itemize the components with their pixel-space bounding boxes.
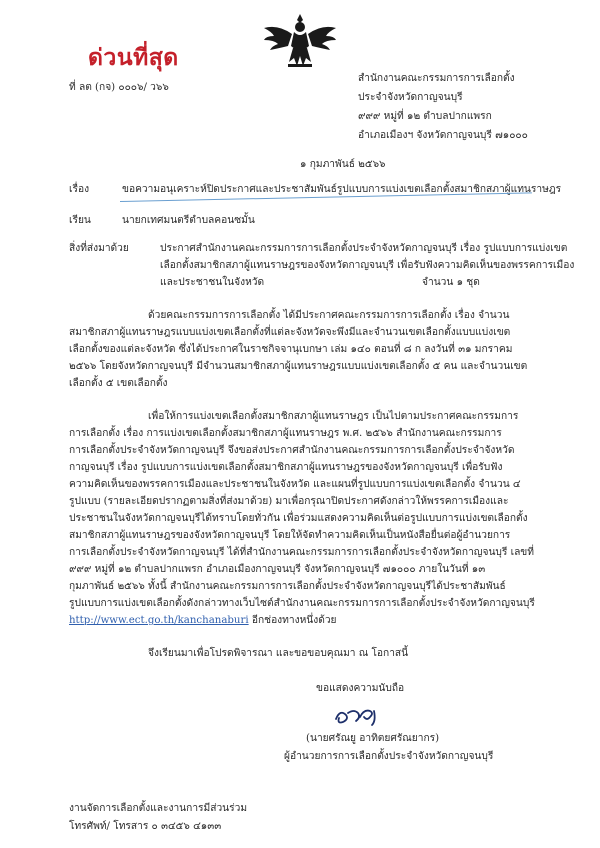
body-paragraph-2-line: การเลือกตั้ง เรื่อง การแบ่งเขตเลือกตั้งสมาชิกสภาผู้แทนราษฎร พ.ศ. ๒๕๖๖ สำนักงานคณะกรรมการ (69, 428, 502, 439)
letter-date: ๑ กุมภาพันธ์ ๒๕๖๖ (300, 159, 386, 170)
body-paragraph-2-line: เพื่อให้การแบ่งเขตเลือกตั้งสมาชิกสภาผู้แทนราษฎร เป็นไปตามประกาศคณะกรรมการ (148, 411, 519, 422)
urgency-stamp: ด่วนที่สุด (88, 45, 179, 71)
subject-text: ขอความอนุเคราะห์ปิดประกาศและประชาสัมพันธ์รูปแบบการแบ่งเขตเลือกตั้งสมาชิกสภาผู้แทนราษฎร (122, 184, 562, 195)
body-paragraph-2-line: สมาชิกสภาผู้แทนราษฎรของจังหวัดกาญจนบุรี โดยให้จัดทำความคิดเห็นเป็นหนังสือยื่นต่อผู้อำนวยการ (69, 530, 511, 541)
body-paragraph-2-line: ๙๙๙ หมู่ที่ ๑๒ ตำบลปากแพรก อำเภอเมืองกาญจนบุรี จังหวัดกาญจนบุรี ๗๑๐๐๐ ภายในวันที่ ๑๓ (69, 564, 486, 575)
addressee-text: นายกเทศมนตรีตำบลคอนซมั้น (122, 215, 255, 226)
website-line (69, 612, 337, 629)
attachment-line: และประชาชนในจังหวัด (160, 277, 265, 288)
body-paragraph-2-line: กาญจนบุรี เรื่อง รูปแบบการแบ่งเขตเลือกตั้งสมาชิกสภาผู้แทนราษฎรของจังหวัดกาญจนบุรี เพื่อรับฟัง (69, 462, 503, 473)
body-paragraph-1-line: เลือกตั้ง ๕ เขตเลือกตั้ง (69, 378, 168, 389)
website-suffix: อีกช่องทางหนึ่งด้วย (248, 615, 337, 626)
sender-line: ประจำจังหวัดกาญจนบุรี (358, 92, 463, 103)
garuda-emblem-icon (262, 12, 338, 70)
sender-address (358, 70, 528, 146)
signatory-name: (นายศรัณยู อาทิตยศรัณยากร) (306, 733, 440, 744)
body-paragraph-2-line: รูปแบบการแบ่งเขตเลือกตั้งดังกล่าวทางเว็บไซต์สำนักงานคณะกรรมการการเลือกตั้งประจำจังหวัดกาญจนบุรี (69, 598, 535, 609)
body-paragraph-2-line: รูปแบบ (รายละเอียดปรากฏตามสิ่งที่ส่งมาด้วย) มาเพื่อกรุณาปิดประกาศดังกล่าวให้พรรคการเมืองและ (69, 496, 509, 507)
website-link[interactable]: http://www.ect.go.th/kanchanaburi (69, 615, 249, 626)
attachment-label: สิ่งที่ส่งมาด้วย (69, 243, 129, 254)
attachment-line: เลือกตั้งสมาชิกสภาผู้แทนราษฎรของจังหวัดกาญจนบุรี เพื่อรับฟังความคิดเห็นของพรรคการเมือง (160, 260, 575, 271)
body-paragraph-1-line: ๒๕๖๖ โดยจังหวัดกาญจนบุรี มีจำนวนสมาชิกสภาผู้แทนราษฎรแบบแบ่งเขตเลือกตั้ง ๕ คน และจำนวนเขต (69, 361, 528, 372)
document-number: ที่ ลต (กจ) ๐๐๐๖/ ว๖๖ (69, 82, 169, 93)
footer-department: งานจัดการเลือกตั้งและงานการมีส่วนร่วม (69, 803, 248, 814)
body-paragraph-1-line: สมาชิกสภาผู้แทนราษฎรแบบแบ่งเขตเลือกตั้งที่แต่ละจังหวัดจะพึงมีและจำนวนเขตเลือกตั้งแบบแบ่งเขต (69, 327, 511, 338)
body-paragraph-2-line: การเลือกตั้งประจำจังหวัดกาญจนบุรี จึงขอส่งประกาศสำนักงานคณะกรรมการการเลือกตั้งประจำจังหวัด (69, 445, 515, 456)
closing-salutation: ขอแสดงความนับถือ (316, 683, 405, 694)
closing-request: จึงเรียนมาเพื่อโปรดพิจารณา และขอขอบคุณมา ณ โอกาสนี้ (148, 648, 409, 659)
sender-line: ๙๙๙ หมู่ที่ ๑๒ ตำบลปากแพรก (358, 111, 492, 122)
body-paragraph-2-line: ความคิดเห็นของพรรคการเมืองและประชาชนในจังหวัด และแผนที่รูปแบบการแบ่งเขตเลือกตั้ง จำนวน ๔ (69, 479, 521, 490)
attachment-line: ประกาศสำนักงานคณะกรรมการการเลือกตั้งประจำจังหวัดกาญจนบุรี เรื่อง รูปแบบการแบ่งเขต (160, 243, 568, 254)
signatory-position: ผู้อำนวยการการเลือกตั้งประจำจังหวัดกาญจนบุรี (284, 751, 494, 762)
sender-line: อำเภอเมืองฯ จังหวัดกาญจนบุรี ๗๑๐๐๐ (358, 130, 528, 141)
footer-phone: โทรศัพท์/ โทรสาร ๐ ๓๔๕๖ ๔๑๓๓ (69, 821, 222, 832)
body-paragraph-2-line: การเลือกตั้งประจำจังหวัดกาญจนบุรี ได้ที่สำนักงานคณะกรรมการการเลือกตั้งประจำจังหวัดกาญจนบุรี เลขที่ (69, 547, 534, 558)
subject-label: เรื่อง (69, 184, 90, 195)
body-paragraph-2-line: ประชาชนในจังหวัดกาญจนบุรีได้ทราบโดยทั่วกัน เพื่อร่วมแสดงความคิดเห็นต่อรูปแบบการแบ่งเขตเลือกตั้ง (69, 513, 528, 524)
body-paragraph-1-line: ด้วยคณะกรรมการการเลือกตั้ง ได้มีประกาศคณะกรรมการการเลือกตั้ง เรื่อง จำนวน (148, 310, 510, 321)
addressee-label: เรียน (69, 215, 91, 226)
body-paragraph-1-line: เลือกตั้งของแต่ละจังหวัด ซึ่งได้ประกาศในราชกิจจานุเบกษา เล่ม ๑๔๐ ตอนที่ ๘ ก ลงวันที่ ๓๑ มกราคม (69, 344, 513, 355)
body-paragraph-2-line: กุมภาพันธ์ ๒๕๖๖ ทั้งนี้ สำนักงานคณะกรรมการการเลือกตั้งประจำจังหวัดกาญจนบุรีได้ประชาสัมพันธ์ (69, 581, 506, 592)
sender-line: สำนักงานคณะกรรมการการเลือกตั้ง (358, 73, 515, 84)
attachment-quantity: จำนวน ๑ ชุด (422, 277, 480, 288)
handwritten-signature-icon (330, 703, 390, 729)
